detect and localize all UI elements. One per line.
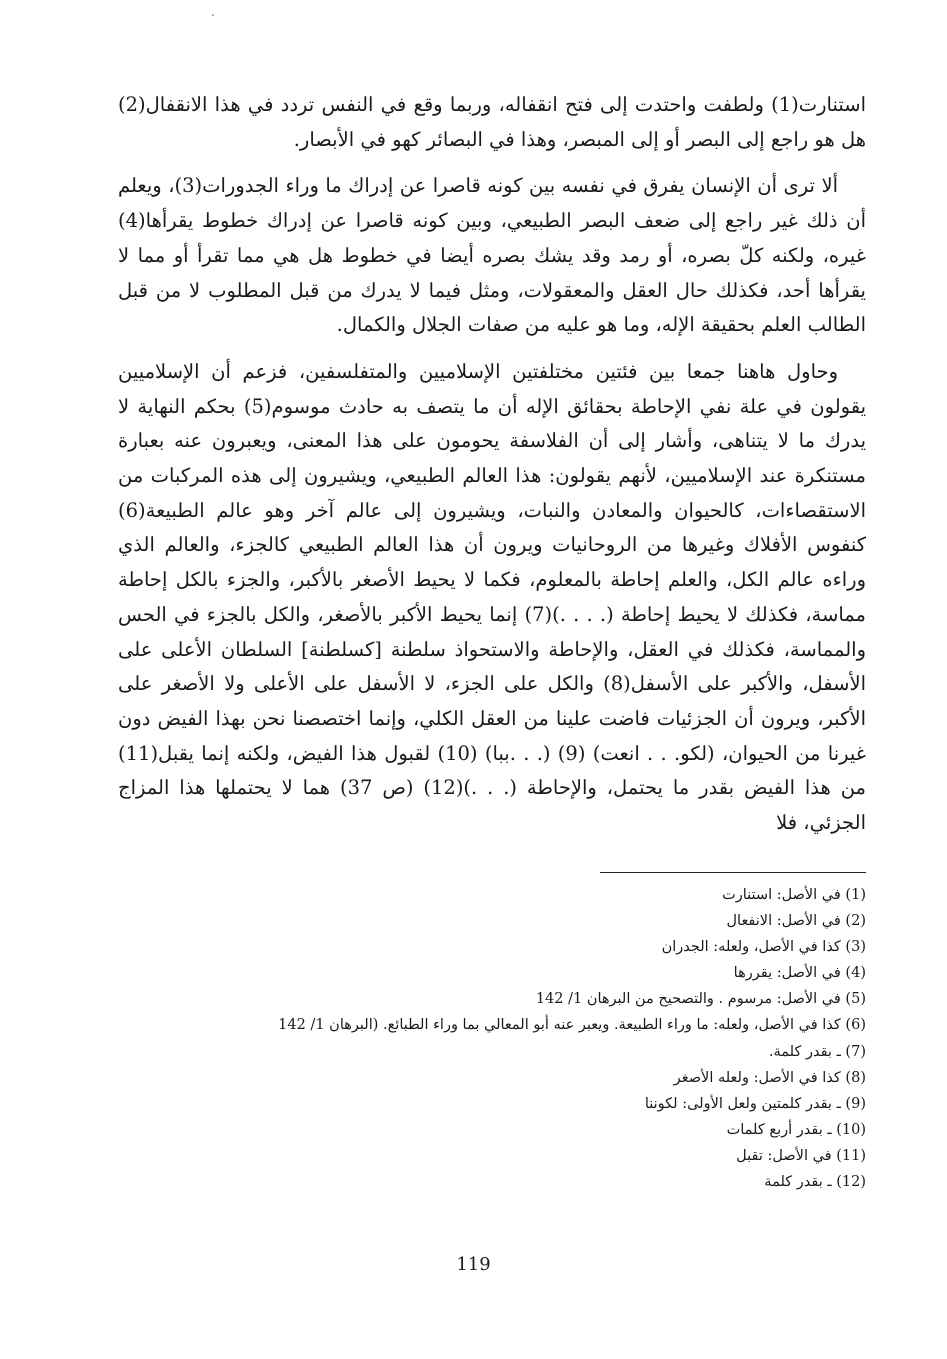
footnote-5: (5) في الأصل: مرسوم . والتصحيح من البرهان 1/ 142 [535, 991, 866, 1008]
footnote-4: (4) في الأصل: يقررها [733, 965, 866, 982]
scan-speck [212, 14, 214, 16]
paragraph-1: استنارت(1) ولطفت واحتدت إلى فتح انقفاله، وربما وقع في النفس تردد في هذا الانقفال(2) هل هو راجع إلى البصر أو إلى المبصر، وهذا في البصائر كهو في الأبصار. [118, 93, 866, 151]
footnote-11: (11) في الأصل: تقبل [736, 1147, 866, 1164]
footnote-8: (8) كذا في الأصل: ولعله الأصغر [673, 1069, 866, 1086]
footnote-1: (1) في الأصل: استنارت [722, 887, 866, 903]
page-number: 119 [456, 1254, 491, 1275]
footnote-7: (7) ـ بقدر كلمة. [768, 1043, 866, 1060]
footnote-3: (3) كذا في الأصل، ولعله: الجدران [661, 939, 866, 956]
main-text [118, 88, 866, 853]
footnote-2: (2) في الأصل: الانفعال [726, 913, 866, 930]
paragraph-2: ألا ترى أن الإنسان يفرق في نفسه بين كونه قاصرا عن إدراك ما وراء الجدورات(3)، ويعلم أن ذلك غير راجع إلى ضعف البصر الطبيعي، وبين كونه قاصرا عن إدراك خطوط يقرأها(4) غيره، ولكنه كلّ بصره، أو رمد وقد يشك بصره أيضا في خطوط هل هي مما تقرأ أو مما لا يقرأها أحد، فكذلك حال العقل والمعقولات، ومثل فيما لا يدرك من قبل المطلوب لا من قبل الطالب العلم بحقيقة الإله، وما هو عليه من صفات الجلال والكمال. [118, 174, 866, 337]
footnote-10: (10) ـ بقدر أربع كلمات [726, 1121, 866, 1138]
footnotes [118, 882, 866, 1195]
footnote-12: (12) ـ بقدر كلمة [764, 1174, 866, 1191]
footnote-6: (6) كذا في الأصل، ولعله: ما وراء الطبيعة. ويعبر عنه أبو المعالي بما وراء الطبائع. (البرهان 1/ 142 [278, 1017, 866, 1034]
footnote-separator [600, 872, 866, 873]
footnote-9: (9) ـ بقدر كلمتين ولعل الأولى: لكوننا [644, 1095, 866, 1112]
paragraph-3: وحاول هاهنا جمعا بين فئتين مختلفتين الإسلاميين والمتفلسفين، فزعم أن الإسلاميين يقولون في علة نفي الإحاطة بحقائق الإله أن ما يتصف به حادث موسوم(5) بحكم النهاية لا يدرك ما لا يتناهى، وأشار إلى أن الفلاسفة يحومون على هذا المعنى، ويعبرون عنه بعبارة مستنكرة عند الإسلاميين، لأنهم يقولون: هذا العالم الطبيعي، ويشيرون إلى هذه المركبات من الاستقصاءات، كالحيوان والمعادن والنبات، ويشيرون إلى عالم آخر وهو عالم الطبيعة(6) كنفوس الأفلاك وغيرها من الروحانيات ويرون أن هذا العالم الطبيعي كالجزء، والعالم الذي وراءه عالم الكل، والعلم إحاطة بالمعلوم، فكما لا يحيط الأصغر بالأكبر، والجزء بالكل إحاطة مماسة، فكذلك لا يحيط إحاطة (. . . .)(7) إنما يحيط الأكبر بالأصغر، والكل بالجزء في الحس والمماسة، فكذلك في العقل، والإحاطة والاستحواذ سلطنة [كسلطنة] السلطان الأعلى على الأسفل، والأكبر على الأسفل(8) والكل على الجزء، لا الأسفل على الأعلى ولا الأصغر على الأكبر، ويرون أن الجزئيات فاضت علينا من العقل الكلي، وإنما اختصصنا نحن بهذا الفيض دون غيرنا من الحيوان، (لكو. . . انعت) (9) (. . .ببا) (10) لقبول هذا الفيض، ولكنه إنما يقبل(11) من هذا الفيض بقدر ما يحتمل، والإحاطة (. . .)(12) (ص 37) هما لا يحتملها هذا المزاج الجزئي، فلا [118, 359, 867, 835]
